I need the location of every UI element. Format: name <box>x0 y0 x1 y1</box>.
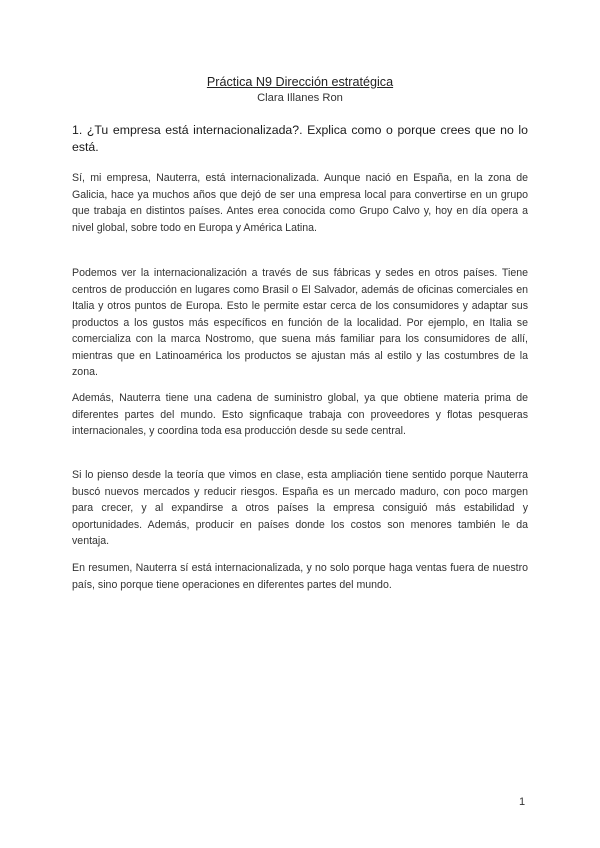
page-number: 1 <box>519 796 526 808</box>
document-title: Práctica N9 Dirección estratégica <box>206 75 394 89</box>
paragraph: Sí, mi empresa, Nauterra, está internacionalizada. Aunque nació en España, en la zona de Galicia, hace ya muchos años que dejó de ser una empresa local para convertirse en un grupo que trabaja en distintos países. Antes erea conocida como Grupo Calvo y, hoy en día opera a nivel global, sobre todo en Europa y América Latina. <box>72 172 528 234</box>
paragraph: En resumen, Nauterra sí está internacionalizada, y no solo porque haga ventas fuera de nuestro país, sino porque tiene operaciones en diferentes partes del mundo. <box>72 562 528 591</box>
paragraph: Podemos ver la internacionalización a través de sus fábricas y sedes en otros países. Tiene centros de producción en lugares como Brasil o El Salvador, además de oficinas comerciales en Italia y otros puntos de Europa. Esto le permite estar cerca de los consumidores y adaptar sus productos a los gustos más específicos en función de la localidad. Por ejemplo, en Italia se comercializa con la marca Nostromo, que suena más familiar para los consumidores de allí, mientras que en Latinoamérica los productos se ajustan más al estilo y las costumbres de la zona. <box>72 267 528 378</box>
paragraph: Si lo pienso desde la teoría que vimos en clase, esta ampliación tiene sentido porque Nauterra buscó nuevos mercados y reducir riesgos. España es un mercado maduro, con poco margen para crecer, y al expandirse a otros países la empresa consiguió más estabilidad y oportunidades. Además, producir en países donde los costos son menores también le da ventaja. <box>72 469 528 547</box>
question-heading: 1. ¿Tu empresa está internacionalizada?. Explica como o porque crees que no lo está. <box>72 123 528 154</box>
paragraph: Además, Nauterra tiene una cadena de suministro global, ya que obtiene materia prima de diferentes partes del mundo. Esto signficaque trabaja con proveedores y flotas pesqueras internacionales, y coordina toda esa producción desde su sede central. <box>72 392 528 437</box>
document-author: Clara Illanes Ron <box>257 92 343 104</box>
